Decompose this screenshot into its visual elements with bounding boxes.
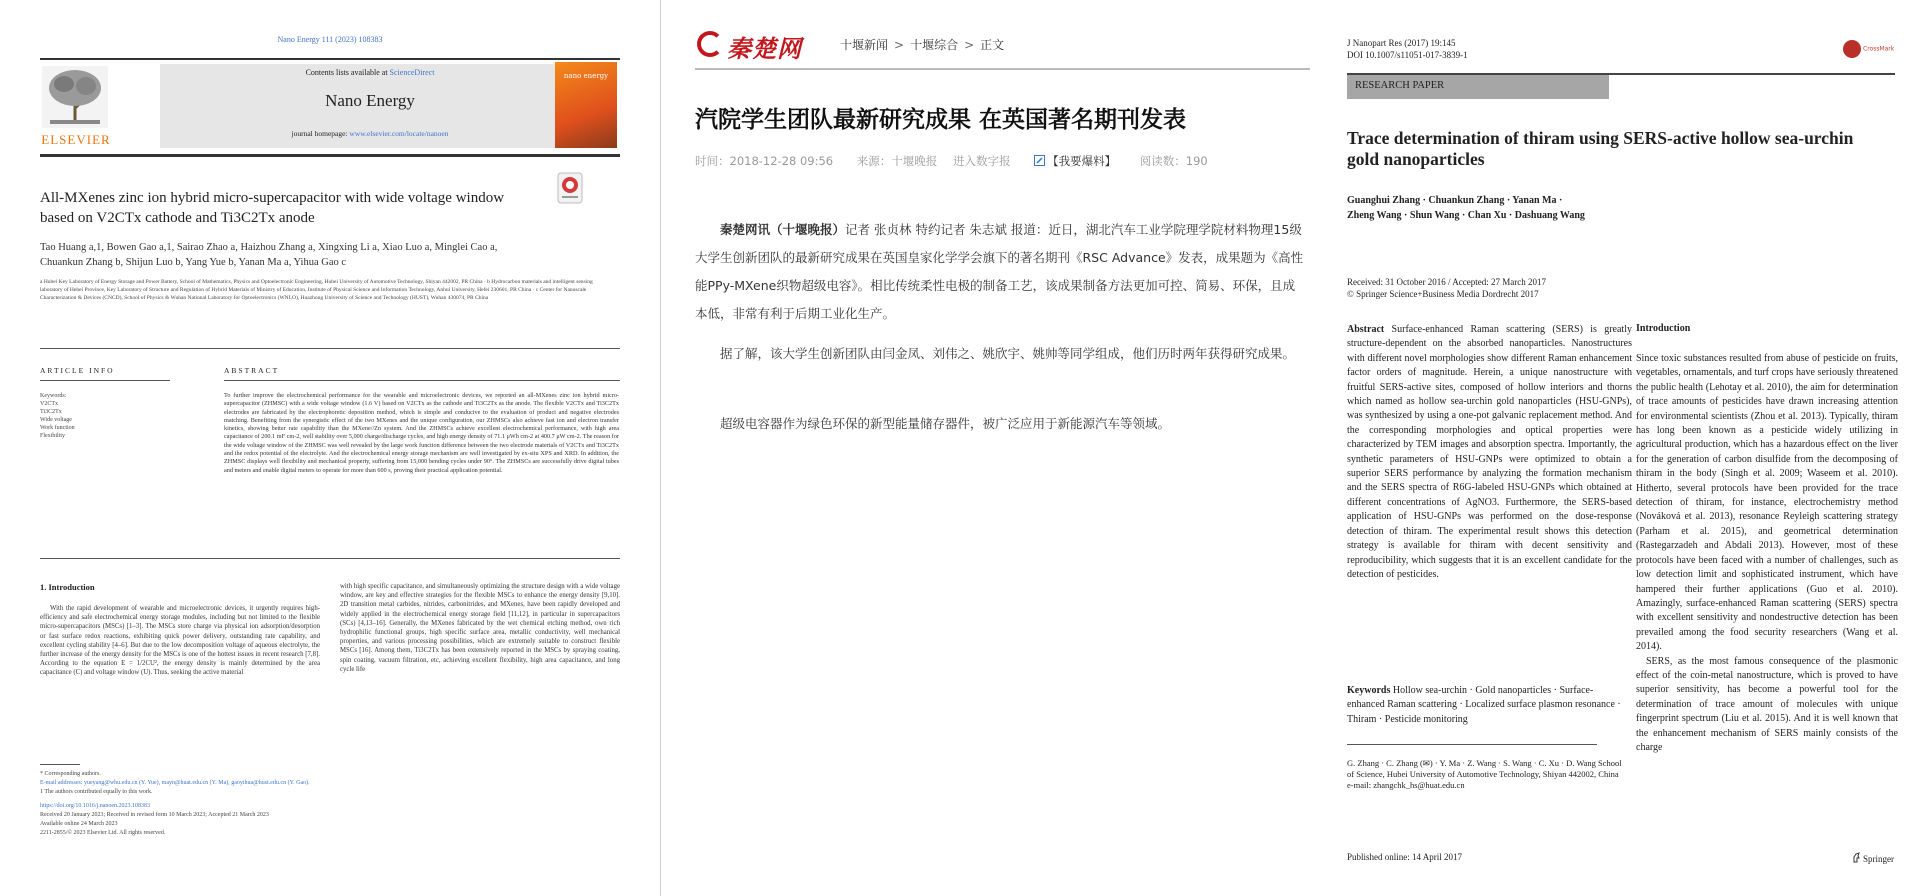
cover-title: nano energy [563,72,609,80]
panel-divider [660,0,661,896]
keyword-item: Ti3C2Tx [40,409,62,415]
article-title: 汽院学生团队最新研究成果 在英国著名期刊发表 [695,107,1187,133]
abstract-heading: ABSTRACT [224,366,280,375]
article-paragraph: 据了解，该大学生创新团队由闫金凤、刘伟之、姚欣宇、姚帅等同学组成，他们历时两年获得研究成果。 [720,346,1296,361]
intro-column-left: With the rapid development of wearable and microelectronic devices, it urgently requires high-efficiency and safe electrochemical energy storage modules, including but not limited to the flexible micro-supercapacitors (MSCs) [1–3]. The MSCs store charge via physical ion adsorption/desorption or fast surface redox reactions, exhibiting quick power delivery, outstanding rate capability, and excellent cycling stability [4–6]. But due to the low decomposition voltage of aqueous electrolyte, the further increase of the energy density for the MSCs is one of the hottest issues in recent research [7,8]. According to the equation E = 1/2CU², the energy density is mainly determined by the area capacitance (C) and voltage window (U). Thus, seeking the active material [40,605,320,677]
view-count: 阅读数：190 [1139,154,1208,168]
contents-line [160,68,580,77]
journal-cover [555,62,617,148]
intro-paragraph: Since toxic substances resulted from abuse of pesticide on fruits, vegetables, ornamentals, and turf crops have seriously threatened the public health (Lehotay et al. 2010), the aim for determination of trace amounts of pesticides have drawn increasing attention for environmental scientists (Zhou et al. 2013). Typically, thiram has long been known as a pesticide widely utilizing in agricultural production, which has a hazardous effect on the liver for the generation of carbon disulfide from the decomposing of thiram in the body (Singh et al. 2009; Waseem et al. 2010). Hitherto, several protocols have been provided for the trace detection of thiram, for instance, electrochemistry method (Nováková et al. 2013), resonance Reyleigh scattering strategy (Parham et al. 2015), and geometrical determination (Rastegarzadeh and Abdali 2013). However, most of these protocols have been faced with a number of challenges, such as low detection limit and sophisticated instrument, which have hampered their further applications (Guo et al. 2010). Amazingly, surface-enhanced Raman scattering (SERS) spectra with excellent sensitivity and nondestructive detection has been prevailed among the food security researchers (Wang et al. 2014). [1636,353,1898,653]
springer-logo [1852,852,1894,864]
report-tip-link[interactable] [1034,153,1116,169]
affiliations: a Hubei Key Laboratory of Energy Storage and Power Battery, School of Mathematics, Physics and Optoelectronic Engineering, Hubei University of Automotive Technology, Shiyan 442002, PR China · b Hydrocarbon materials and intelligent sensing laboratory of Hebei Province, Key Laboratory of Structure and Regulation of Hybrid Materials of Ministry of Education, Institute of Physical Science and Information Technology, Anhui University, Hefei 230601, PR China · c Center for Nanoscale Characterization & Devices (CNCD), School of Physics & Wuhan National Laboratory for Optoelectronics (WNLO), Huazhong University of Science and Technology (HUST), Wuhan 430074, PR China [40,279,593,301]
journal-header [40,58,620,157]
breadcrumb-item-current: 正文 [980,38,1005,52]
keywords-label: Keywords: [40,393,67,399]
paper-title: All-MXenes zinc ion hybrid micro-supercapacitor with wide voltage window based on V2CTx cathode and Ti3C2Tx anode [40,190,505,226]
abstract-text: Surface-enhanced Raman scattering (SERS) is greatly structure-dependent on the absorbed nanoparticles. Nanostructures with different novel morphologies show different Raman enhancement factor orders of magnitude. Herein, a unique nanostructure with fruitful SERS-active sites, composed of hollow interiors and thorns which named as hollow sea-urchin gold nanoparticles (HSU-GNPs), was synthesized by using a one-pot galvanic replacement method. And the corresponding morphologies and optical properties were characterized by TEM images and absorption spectra. Importantly, the synthetic parameters of HSU-GNPs were optimized to obtain a superior SERS performance by analyzing the formation mechanism and the SERS spectra of R6G-labeled HSU-GNPs which obtained at different concentrations of AgNO3. Furthermore, the SERS-based application of HSU-GNPs was performed on the dose-response detection of thiram. The experimental result shows this detection strategy is available for thiram with decent sensitivity and reproducibility, which suggests that it is an excellent candidate for the detection of pesticides. [1347,324,1632,580]
article-meta [695,153,1228,169]
paper-title: Trace determination of thiram using SERS-active hollow sea-urchin gold nanoparticles [1347,128,1854,169]
article-info-rule [40,380,170,381]
keywords-block [1347,684,1627,727]
breadcrumb-item-general[interactable]: 十堰综合 [910,38,959,52]
publication-date: Published online: 14 April 2017 [1347,852,1463,862]
logo-text: 秦楚网 [727,34,802,63]
springer-horse-icon [1852,852,1861,863]
paragraph-text: 记者 张贞林 特约记者 朱志斌 报道：近日，湖北汽车工业学院理学院材料物理15级大学生创新团队的最新研究成果在英国皇家化学学会旗下的著名期刊《RSC Advance》发表，成果题为《高性能PPy-MXene织物超级电容》。相比传统柔性电极的制备工艺，该成果制备方法更加可控、简易、环保，且成本低，非常有利于后期工业化生产。 [695,222,1304,321]
publisher-logo: ELSEVIER [41,132,111,147]
crossmark-icon [1843,40,1861,58]
abstract-label: Abstract [1347,324,1385,335]
breadcrumb [840,36,1004,53]
article-info-heading: ARTICLE INFO [40,366,115,375]
breadcrumb-separator: > [964,38,975,52]
news-lead: 秦楚网讯（十堰晚报） [720,222,846,237]
breadcrumb-item-news[interactable]: 十堰新闻 [840,38,889,52]
copyright-line: © Springer Science+Business Media Dordrecht 2017 [1347,289,1539,299]
site-logo[interactable] [697,27,827,61]
section-rule [40,558,620,559]
author-list: Tao Huang a,1, Bowen Gao a,1, Sairao Zhao a, Haizhou Zhang a, Xingxing Li a, Xiao Luo a, Minglei Cao a, Chuankun Zhang b, Shijun Luo b, Yang Yue b, Yanan Ma a, Yihua Gao c [40,242,498,268]
abstract-text: To further improve the electrochemical performance for the wearable and microelectronic devices, we reported an all-MXenes zinc ion hybrid micro-supercapacitor (ZHMSC) with a wide voltage window (1.6 V) based on V2CTx as the cathode and Ti3C2Tx as the anode. The flexible V2CTx and Ti3C2Tx electrodes are fabricated by the electrophoretic deposition method, which is simple and conducive to the evaluation of product and negative electrodes matching. Benefiting from the synergistic effect of the two MXenes and the unique configuration, our ZHMSCs also achieve fast ion and electron transfer kinetics, showing better rate capability than the MXene//Zn system. And the ZHMSCs achieve excellent electrochemical performance, with high area capacitance of 200.1 mF cm-2, well stability over 5,000 charge/discharge cycles, and high energy density of 71.1 μWh cm-2 at 400.7 μW cm-2. The reason for the wide voltage window of the ZHMSC was well revealed by the large work function difference between the two electrode materials of V2CTx and Ti3C2Tx and the redox potential of the electrolyte. And the electrochemical energy storage mechanism are well investigated by ex-situ XPS and XRD. In addition, the ZHMSC displays well flexibility and mechanical property, suffering from 15,000 bending cycles under 90°. The ZHMSCs are successfully drive digital tubes and meters and enable digital meters to operate for more than 600 s, proving their practical application potential. [224,392,619,474]
journal-reference [1347,37,1468,61]
article-paragraph [695,216,1305,328]
keywords-label: Keywords [1347,685,1391,696]
section-heading: 1. Introduction [40,582,95,592]
logo-swirl-icon [697,31,723,57]
header-rule [695,68,1310,70]
keyword-item: Flexibility [40,433,66,439]
edit-icon [1034,155,1045,166]
journal-banner [160,64,580,148]
abstract-rule [224,380,620,381]
breadcrumb-separator: > [894,38,905,52]
article-type-label: RESEARCH PAPER [1347,75,1609,99]
intro-paragraph: SERS, as the most famous consequence of the plasmonic effect of the coin-metal nanostructure, which is proved to have superior sensitivity, has become a powerful tool for the determination of trace amount of molecules with unique fingerprint spectrum (Liu et al. 2015). And it is well known that the enhancement mechanism of SERS mainly consists of the charge [1636,655,1898,753]
crossmark-badge[interactable] [1843,40,1894,58]
keyword-item: Work function [40,425,75,431]
article-source: 来源：十堰晚报 [856,154,938,168]
publish-time: 时间：2018-12-28 09:56 [695,154,834,168]
doi-line: DOI 10.1007/s11051-017-3839-1 [1347,50,1468,60]
section-rule [40,348,620,349]
keyword-item: V2CTx [40,401,58,407]
homepage-line [160,129,580,138]
digital-paper-link[interactable]: 进入数字报 [952,154,1011,168]
publisher-name: Springer [1863,854,1894,864]
crossmark-label: CrossMark [1863,45,1895,53]
footnote-line: 2211-2855/© 2023 Elsevier Ltd. All rights reserved. [40,830,166,836]
journal-ref-line: J Nanopart Res (2017) 19:145 [1347,38,1456,48]
footnote-emails[interactable]: E-mail addresses: yueyang@whu.edu.cn (Y. Yue), mayn@huat.edu.cn (Y. Ma), gaoyihua@hust.edu.cn (Y. Gao). [40,780,310,786]
received-info [1347,276,1546,300]
footnote-line: Received 20 January 2023; Received in revised form 10 March 2023; Accepted 21 March 2023 [40,812,269,818]
contents-prefix: Contents lists available at [305,68,388,77]
author-affiliation: G. Zhang · C. Zhang (✉) · Y. Ma · Z. Wang · S. Wang · C. Xu · D. Wang School of Science, Hubei University of Automotive Technology, Shiyan 442002, China e-mail: zhangchk_hs@huat.edu.cn [1347,758,1622,790]
doi-link[interactable]: https://doi.org/10.1016/j.nanoen.2023.108383 [40,803,151,809]
keywords-text: Hollow sea-urchin · Gold nanoparticles · Surface-enhanced Raman scattering · Localized surface plasmon resonance · Thiram · Pesticide monitoring [1347,685,1621,725]
intro-heading: Introduction [1636,323,1691,334]
footnote-rule [40,764,80,765]
elsevier-tree-icon [40,64,110,130]
article-paragraph: 超级电容器作为绿色环保的新型能量储存器件，被广泛应用于新能源汽车等领域。 [720,416,1171,431]
intro-column-right: with high specific capacitance, and simultaneously optimizing the structure design with a wide voltage window, are key and effective strategies for the flexible MSCs to enhance the energy density [9,10]. 2D transition metal carbides, nitrides, carbonitrides, and MXenes, have been rapidly developed and widely applied in the electrochemical energy storage field [11,12], in particular in supercapacitors (SCs) [4,13–16]. Generally, the MXenes fabricated by the wet chemical etching method, own rich hydrophilic functional groups, high specific surface area, metallic conductivity, well mechanical properties, and various processing possibilities, which are extremely suitable to construct flexible MSCs [16]. Among them, Ti3C2Tx has been extensively reported in the MSCs by spraying coating, spin coating, vacuum filtration, etc, achieving excellent flexibility, high area capacitance, and long cycle life [340,583,620,673]
check-for-updates-icon[interactable] [557,172,583,204]
received-line: Received: 31 October 2016 / Accepted: 27 March 2017 [1347,277,1546,287]
journal-citation: Nano Energy 111 (2023) 108383 [277,35,383,44]
report-tip-label: 【我要爆料】 [1047,154,1117,168]
footnote-line: 1 The authors contributed equally to this work. [40,789,153,795]
footnote-line: Available online 24 March 2023 [40,821,118,827]
keywords-block [40,392,160,440]
intro-text [1636,352,1898,755]
footnotes [40,770,600,838]
sciencedirect-link[interactable]: ScienceDirect [389,68,435,77]
homepage-prefix: journal homepage: [291,129,348,138]
footnote-rule [1347,744,1597,745]
abstract-block [1347,323,1632,582]
keyword-item: Wide voltage [40,417,72,423]
author-list: Guanghui Zhang · Chuankun Zhang · Yanan Ma · Zheng Wang · Shun Wang · Chan Xu · Dashuang Wang [1347,195,1585,221]
homepage-link[interactable]: www.elsevier.com/locate/nanoen [349,129,449,138]
journal-name: Nano Energy [325,91,415,110]
footnote-line: * Corresponding authors. [40,771,101,777]
